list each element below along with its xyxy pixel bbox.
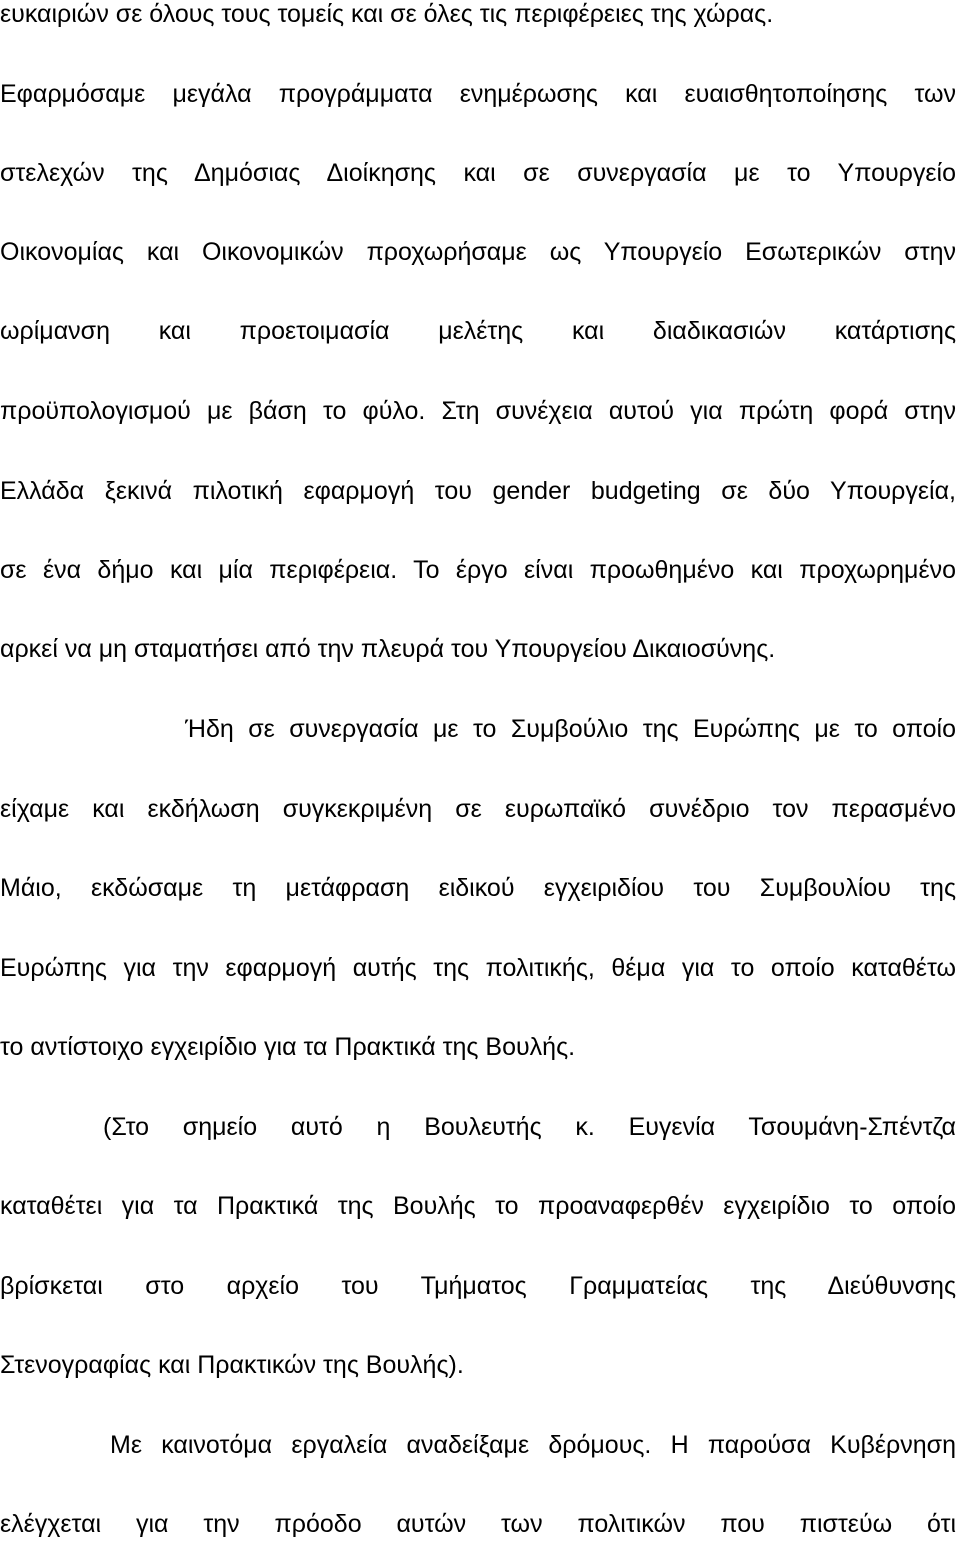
text-line: ωρίμανση και προετοιμασία μελέτης και διαδικασιών κατάρτισης	[0, 317, 956, 345]
text-line: Εφαρμόσαμε μεγάλα προγράμματα ενημέρωσης και ευαισθητοποίησης των	[0, 80, 956, 108]
text-line: Ελλάδα ξεκινά πιλοτική εφαρμογή του gender budgeting σε δύο Υπουργεία,	[0, 477, 956, 505]
text-line: ελέγχεται για την πρόοδο αυτών των πολιτικών που πιστεύω ότι	[0, 1510, 956, 1538]
text-line: καταθέτει για τα Πρακτικά της Βουλής το προαναφερθέν εγχειρίδιο το οποίο	[0, 1192, 956, 1220]
text-line: Στενογραφίας και Πρακτικών της Βουλής).	[0, 1351, 464, 1379]
text-line: αρκεί να μη σταματήσει από την πλευρά του Υπουργείου Δικαιοσύνης.	[0, 635, 776, 663]
text-line: σε ένα δήμο και μία περιφέρεια. Το έργο είναι προωθημένο και προχωρημένο	[0, 556, 956, 584]
text-line: στελεχών της Δημόσιας Διοίκησης και σε συνεργασία με το Υπουργείο	[0, 159, 956, 187]
note-first-line: (Στο σημείο αυτό η Βουλευτής κ. Ευγενία Τσουμάνη-Σπέντζα	[103, 1113, 956, 1141]
text-line: προϋπολογισμού με βάση το φύλο. Στη συνέχεια αυτού για πρώτη φορά στην	[0, 397, 956, 425]
paragraph-first-line: Ήδη σε συνεργασία με το Συμβούλιο της Ευρώπης με το οποίο	[185, 715, 956, 743]
text-line: Μάιο, εκδώσαμε τη μετάφραση ειδικού εγχειριδίου του Συμβουλίου της	[0, 874, 956, 902]
text-line: είχαμε και εκδήλωση συγκεκριμένη σε ευρωπαϊκό συνέδριο τον περασμένο	[0, 795, 956, 823]
text-line: το αντίστοιχο εγχειρίδιο για τα Πρακτικά της Βουλής.	[0, 1033, 576, 1061]
paragraph-first-line: Με καινοτόμα εργαλεία αναδείξαμε δρόμους. Η παρούσα Κυβέρνηση	[110, 1431, 956, 1459]
text-line: ευκαιριών σε όλους τους τομείς και σε όλες τις περιφέρειες της χώρας.	[0, 0, 774, 28]
text-line: Ευρώπης για την εφαρμογή αυτής της πολιτικής, θέμα για το οποίο καταθέτω	[0, 954, 956, 982]
text-line: Οικονομίας και Οικονομικών προχωρήσαμε ως Υπουργείο Εσωτερικών στην	[0, 238, 956, 266]
text-line: βρίσκεται στο αρχείο του Τμήματος Γραμματείας της Διεύθυνσης	[0, 1272, 956, 1300]
